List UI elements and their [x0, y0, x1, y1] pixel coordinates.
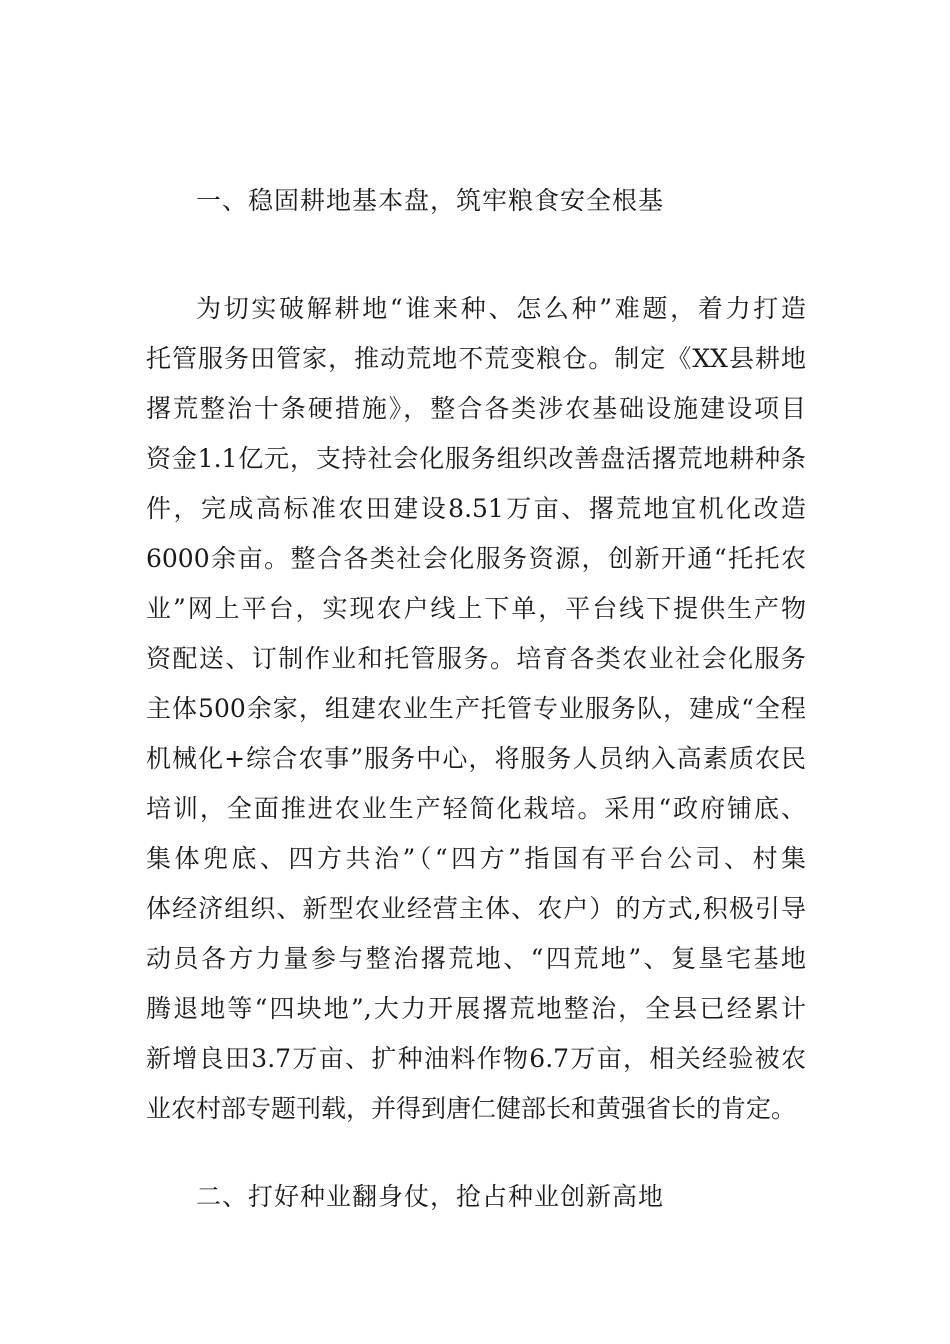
- paragraph-line: 撂荒整治十条硬措施》，整合各类涉农基础设施建设项目: [146, 394, 806, 423]
- paragraph-line: 腾退地等“四块地”,大力开展撂荒地整治，全县已经累计: [146, 994, 806, 1023]
- paragraph-line: 为切实破解耕地“谁来种、怎么种”难题，着力打造: [196, 294, 806, 323]
- paragraph-line: 集体兜底、四方共治”（“四方”指国有平台公司、村集: [146, 844, 806, 873]
- paragraph-line: 6000余亩。整合各类社会化服务资源，创新开通“托托农: [146, 544, 806, 573]
- paragraph-line: 件，完成高标准农田建设8.51万亩、撂荒地宜机化改造: [146, 494, 806, 523]
- paragraph-line: 动员各方力量参与整治撂荒地、“四荒地”、复垦宅基地: [146, 944, 806, 973]
- paragraph-line: 机械化+综合农事”服务中心，将服务人员纳入高素质农民: [146, 744, 806, 773]
- paragraph-line: 体经济组织、新型农业经营主体、农户）的方式,积极引导: [146, 894, 806, 923]
- paragraph-line: 培训，全面推进农业生产轻简化栽培。采用“政府铺底、: [146, 794, 806, 823]
- paragraph-line: 业”网上平台，实现农户线上下单，平台线下提供生产物: [146, 594, 806, 623]
- paragraph-line: 托管服务田管家，推动荒地不荒变粮仓。制定《XX县耕地: [146, 344, 806, 373]
- paragraph-line: 主体500余家，组建农业生产托管专业服务队，建成“全程: [146, 694, 806, 723]
- section-2-heading: 二、打好种业翻身仗，抢占种业创新高地: [196, 1182, 665, 1211]
- section-1-heading: 一、稳固耕地基本盘，筑牢粮食安全根基: [196, 186, 665, 215]
- paragraph-line: 资金1.1亿元，支持社会化服务组织改善盘活撂荒地耕种条: [146, 444, 806, 473]
- paragraph-line: 资配送、订制作业和托管服务。培育各类农业社会化服务: [146, 644, 806, 673]
- section-1-paragraph: [146, 284, 806, 1134]
- paragraph-line: 业农村部专题刊载，并得到唐仁健部长和黄强省长的肯定。: [146, 1094, 797, 1123]
- paragraph-line: 新增良田3.7万亩、扩种油料作物6.7万亩，相关经验被农: [146, 1044, 806, 1073]
